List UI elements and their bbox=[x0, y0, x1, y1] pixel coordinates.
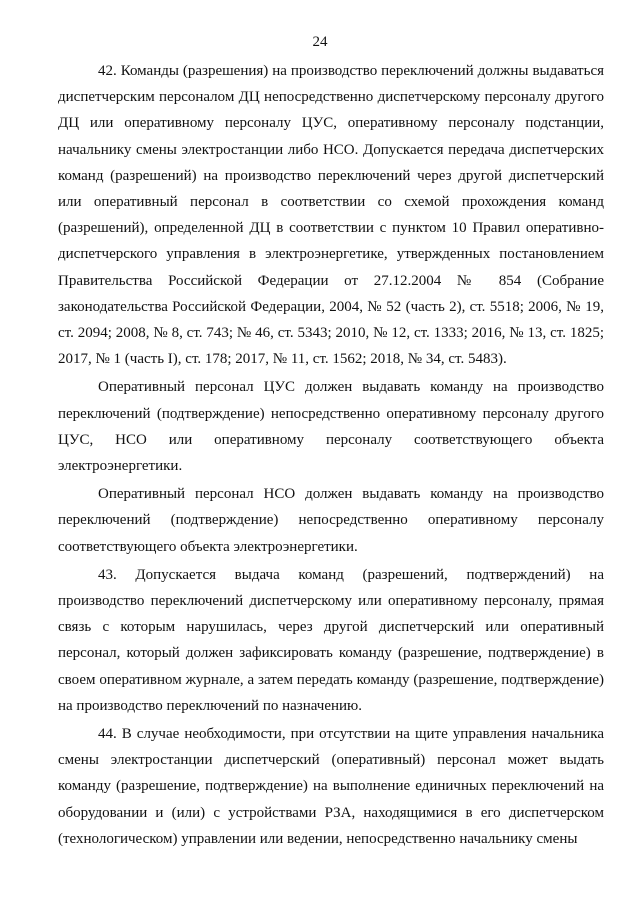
document-body bbox=[58, 58, 604, 852]
page-number: 24 bbox=[312, 34, 328, 50]
paragraph-cus-personnel: Оперативный персонал ЦУС должен выдавать команду на производство переключений (подтверждение) непосредственно оперативному персоналу другого ЦУС, НСО или оперативному персоналу соответствующего объекта электроэнергетики. bbox=[58, 379, 604, 475]
paragraph-nso-personnel: Оперативный персонал НСО должен выдавать команду на производство переключений (подтверждение) непосредственно оперативному персоналу соответствующего объекта электроэнергетики. bbox=[58, 486, 604, 555]
paragraph-43: 43. Допускается выдача команд (разрешений, подтверждений) на производство переключений диспетчерскому или оперативному персоналу, прямая связь с которым нарушилась, через другой диспетчерский или оперативный персонал, который должен зафиксировать команду (разрешение, подтверждение) в своем оперативном журнале, а затем передать команду (разрешение, подтверждение) на производство переключений по назначению. bbox=[58, 566, 604, 714]
paragraph-44: 44. В случае необходимости, при отсутствии на щите управления начальника смены электростанции диспетчерский (оперативный) персонал может выдать команду (разрешение, подтверждение) на выполнение единичных переключений на оборудовании и (или) с устройствами РЗА, находящимися в его диспетчерском (технологическом) управлении или ведении, непосредственно начальнику смены bbox=[58, 726, 604, 847]
paragraph-42: 42. Команды (разрешения) на производство переключений должны выдаваться диспетчерским персоналом ДЦ непосредственно диспетчерскому персоналу другого ДЦ или оперативному персоналу ЦУС, оперативному персоналу подстанции, начальнику смены электростанции либо НСО. Допускается передача диспетчерских команд (разрешений) на производство переключений через другой диспетчерский или оперативный персонал в соответствии со схемой прохождения команд (разрешений), определенной ДЦ в соответствии с пунктом 10 Правил оперативно-диспетчерского управления в электроэнергетике, утвержденных постановлением Правительства Российской Федерации от 27.12.2004 № 854 (Собрание законодательства Российской Федерации, 2004, № 52 (часть 2), ст. 5518; 2006, № 19, ст. 2094; 2008, № 8, ст. 743; № 46, ст. 5343; 2010, № 12, ст. 1333; 2016, № 13, ст. 1825; 2017, № 1 (часть I), ст. 178; 2017, № 11, ст. 1562; 2018, № 34, ст. 5483). bbox=[58, 63, 604, 368]
